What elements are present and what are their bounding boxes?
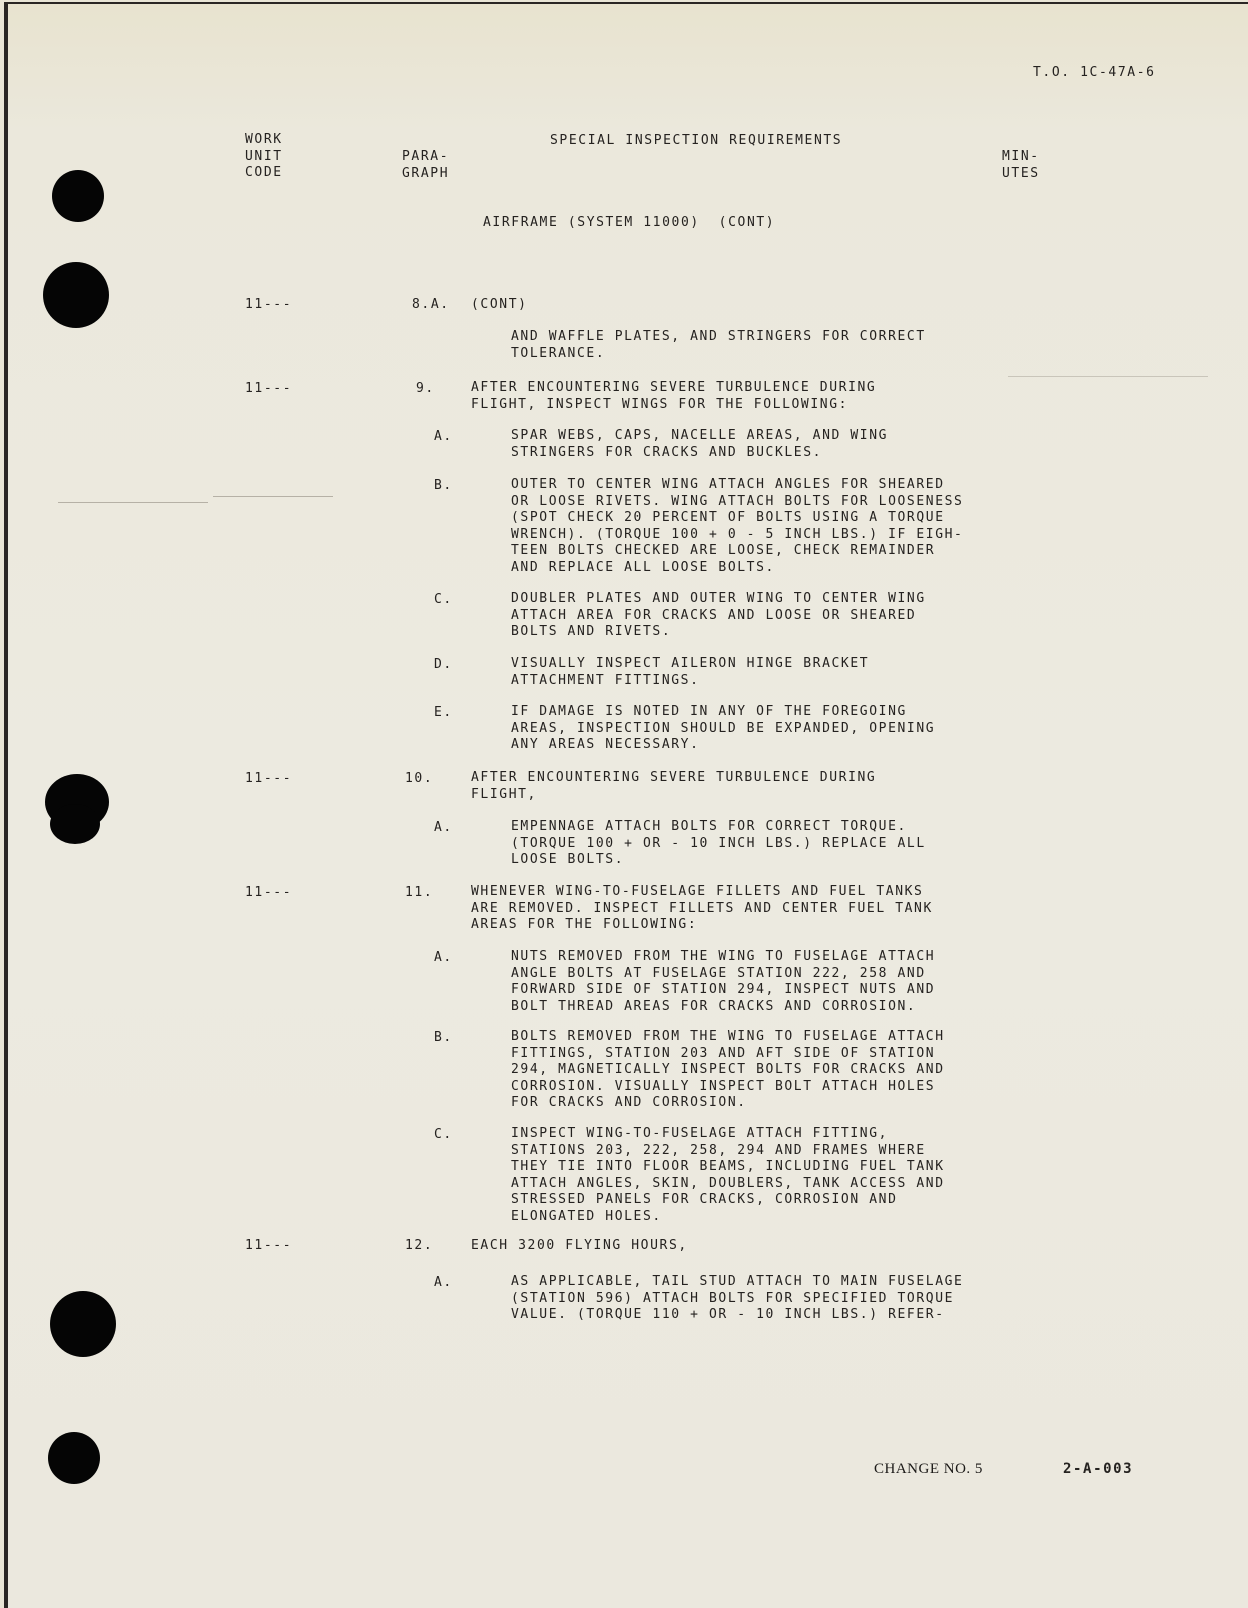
text-line: THEY TIE INTO FLOOR BEAMS, INCLUDING FUEL TANK: [511, 1159, 945, 1174]
work-unit-code: 11---: [245, 771, 293, 786]
col-header-paragraph: [402, 149, 449, 182]
text-line: AND REPLACE ALL LOOSE BOLTS.: [511, 559, 775, 575]
paragraph-text: EACH 3200 FLYING HOURS,: [471, 1238, 688, 1253]
text-line: (SPOT CHECK 20 PERCENT OF BOLTS USING A TORQUE: [511, 510, 945, 525]
subitem-text: [511, 1274, 963, 1324]
text-line: IF DAMAGE IS NOTED IN ANY OF THE FOREGOING: [511, 704, 907, 719]
col-header-line: UTES: [1002, 165, 1040, 181]
text-line: VALUE. (TORQUE 110 + OR - 10 INCH LBS.) REFER-: [511, 1307, 945, 1322]
text-line: ATTACHMENT FITTINGS.: [511, 672, 700, 688]
text-line: FLIGHT,: [471, 786, 537, 802]
text-line: WRENCH). (TORQUE 100 + 0 - 5 INCH LBS.) IF EIGH-: [511, 526, 964, 542]
text-line: STATIONS 203, 222, 258, 294 AND FRAMES WHERE: [511, 1142, 926, 1158]
text-line: STRESSED PANELS FOR CRACKS, CORROSION AND: [511, 1192, 898, 1207]
text-line: AREAS, INSPECTION SHOULD BE EXPANDED, OPENING: [511, 720, 936, 736]
col-header-work-unit-code: [245, 132, 283, 182]
scan-smudge-line: [1008, 376, 1208, 377]
scan-smudge-line: [213, 496, 333, 497]
punch-hole-5: [48, 1432, 100, 1484]
subitem-label: C.: [434, 592, 453, 607]
text-line: AS APPLICABLE, TAIL STUD ATTACH TO MAIN FUSELAGE: [511, 1274, 964, 1289]
text-line: STRINGERS FOR CRACKS AND BUCKLES.: [511, 444, 823, 460]
col-header-line: CODE: [245, 165, 283, 180]
paragraph-number: 8.A.: [412, 297, 450, 312]
subitem-text: [511, 1126, 945, 1225]
paragraph-number: 10.: [405, 771, 434, 786]
text-line: DOUBLER PLATES AND OUTER WING TO CENTER WING: [511, 591, 926, 606]
page-number: 2-A-003: [1063, 1461, 1134, 1477]
work-unit-code: 11---: [245, 1238, 293, 1253]
subitem-text: [511, 329, 926, 362]
col-header-line: WORK: [245, 132, 283, 147]
text-line: FORWARD SIDE OF STATION 294, INSPECT NUTS AND: [511, 982, 936, 997]
text-line: AREAS FOR THE FOLLOWING:: [471, 917, 698, 932]
col-header-minutes: [1002, 149, 1040, 182]
paragraph-number: 12.: [405, 1238, 434, 1253]
subitem-label: A.: [434, 950, 453, 965]
text-line: ARE REMOVED. INSPECT FILLETS AND CENTER FUEL TANK: [471, 900, 933, 916]
text-line: EMPENNAGE ATTACH BOLTS FOR CORRECT TORQUE.: [511, 819, 907, 834]
paragraph-number: 9.: [416, 381, 435, 396]
paragraph-number: 11.: [405, 885, 434, 900]
subitem-text: [511, 477, 963, 576]
text-line: AND WAFFLE PLATES, AND STRINGERS FOR CORRECT: [511, 329, 926, 344]
punch-hole-4: [50, 1291, 116, 1357]
subitem-label: D.: [434, 657, 453, 672]
subitem-label: B.: [434, 478, 453, 493]
text-line: ANY AREAS NECESSARY.: [511, 737, 700, 752]
text-line: WHENEVER WING-TO-FUSELAGE FILLETS AND FUEL TANKS: [471, 884, 924, 899]
subitem-text: [511, 819, 926, 869]
text-line: TOLERANCE.: [511, 345, 606, 361]
page-title: SPECIAL INSPECTION REQUIREMENTS: [550, 133, 843, 148]
subitem-text: [511, 591, 926, 641]
paragraph-text: (CONT): [471, 297, 528, 312]
text-line: ANGLE BOLTS AT FUSELAGE STATION 222, 258 AND: [511, 965, 926, 981]
text-line: FLIGHT, INSPECT WINGS FOR THE FOLLOWING:: [471, 396, 849, 412]
subitem-label: A.: [434, 429, 453, 444]
doc-number: T.O. 1C-47A-6: [1033, 65, 1156, 80]
section-title: AIRFRAME (SYSTEM 11000) (CONT): [483, 215, 776, 230]
text-line: VISUALLY INSPECT AILERON HINGE BRACKET: [511, 656, 870, 671]
text-line: NUTS REMOVED FROM THE WING TO FUSELAGE ATTACH: [511, 949, 936, 964]
paragraph-text: [471, 380, 876, 413]
text-line: FOR CRACKS AND CORROSION.: [511, 1095, 747, 1110]
subitem-text: [511, 949, 935, 1015]
subitem-label: E.: [434, 705, 453, 720]
text-line: INSPECT WING-TO-FUSELAGE ATTACH FITTING,: [511, 1126, 889, 1141]
text-line: 294, MAGNETICALLY INSPECT BOLTS FOR CRACKS AND: [511, 1062, 945, 1077]
text-line: OUTER TO CENTER WING ATTACH ANGLES FOR SHEARED: [511, 477, 945, 492]
work-unit-code: 11---: [245, 885, 293, 900]
document-page: [4, 2, 1248, 1608]
subitem-text: [511, 428, 888, 461]
text-line: AFTER ENCOUNTERING SEVERE TURBULENCE DURING: [471, 380, 877, 395]
text-line: BOLT THREAD AREAS FOR CRACKS AND CORROSION.: [511, 998, 917, 1014]
change-number: CHANGE NO. 5: [874, 1461, 983, 1477]
text-line: FITTINGS, STATION 203 AND AFT SIDE OF STATION: [511, 1045, 936, 1061]
work-unit-code: 11---: [245, 297, 293, 312]
punch-hole-2: [43, 262, 109, 328]
col-header-line: GRAPH: [402, 165, 450, 181]
subitem-label: B.: [434, 1030, 453, 1045]
text-line: ELONGATED HOLES.: [511, 1208, 662, 1224]
col-header-line: MIN-: [1002, 149, 1040, 164]
paragraph-text: [471, 770, 876, 803]
subitem-label: A.: [434, 820, 453, 835]
col-header-line: UNIT: [245, 148, 283, 164]
subitem-label: A.: [434, 1275, 453, 1290]
text-line: ATTACH ANGLES, SKIN, DOUBLERS, TANK ACCESS AND: [511, 1175, 945, 1191]
text-line: LOOSE BOLTS.: [511, 852, 625, 867]
text-line: AFTER ENCOUNTERING SEVERE TURBULENCE DURING: [471, 770, 877, 785]
punch-hole-3b: [50, 804, 100, 844]
work-unit-code: 11---: [245, 381, 293, 396]
text-line: OR LOOSE RIVETS. WING ATTACH BOLTS FOR LOOSENESS: [511, 493, 964, 509]
text-line: TEEN BOLTS CHECKED ARE LOOSE, CHECK REMAINDER: [511, 543, 936, 558]
subitem-text: [511, 656, 869, 689]
subitem-text: [511, 704, 935, 754]
text-line: (STATION 596) ATTACH BOLTS FOR SPECIFIED TORQUE: [511, 1290, 955, 1306]
subitem-label: C.: [434, 1127, 453, 1142]
text-line: ATTACH AREA FOR CRACKS AND LOOSE OR SHEARED: [511, 607, 917, 623]
text-line: BOLTS REMOVED FROM THE WING TO FUSELAGE ATTACH: [511, 1029, 945, 1044]
col-header-line: PARA-: [402, 149, 450, 164]
scan-smudge-line: [58, 502, 208, 503]
punch-hole-1: [52, 170, 104, 222]
subitem-text: [511, 1029, 945, 1112]
text-line: BOLTS AND RIVETS.: [511, 624, 672, 639]
text-line: SPAR WEBS, CAPS, NACELLE AREAS, AND WING: [511, 428, 889, 443]
text-line: (TORQUE 100 + OR - 10 INCH LBS.) REPLACE ALL: [511, 835, 926, 851]
paragraph-text: [471, 884, 933, 934]
text-line: CORROSION. VISUALLY INSPECT BOLT ATTACH HOLES: [511, 1078, 936, 1094]
